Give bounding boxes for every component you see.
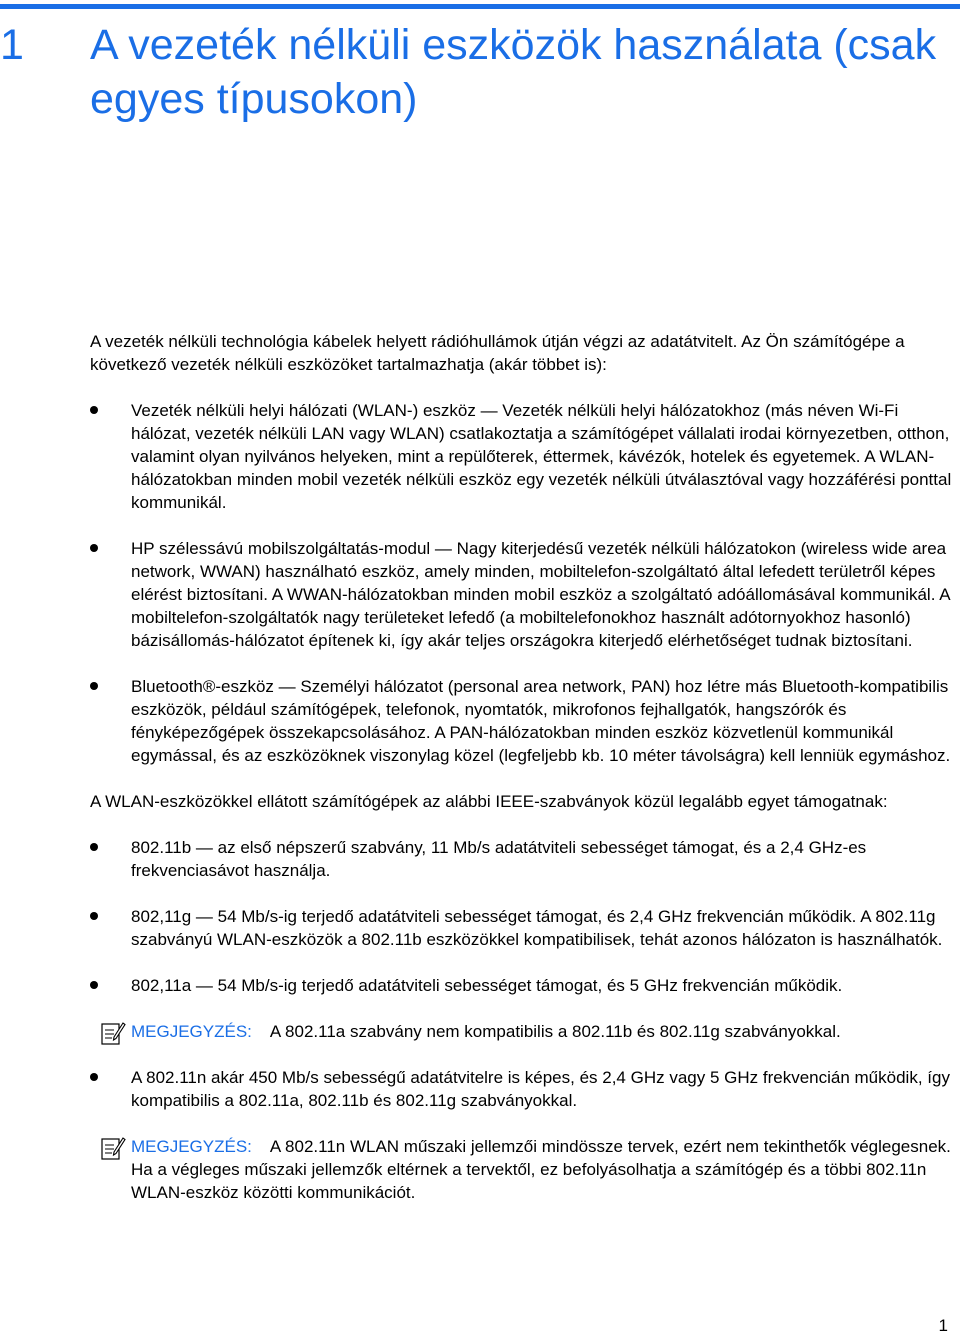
- chapter-number: 1: [0, 21, 24, 69]
- list-item-text: HP szélessávú mobilszolgáltatás-modul — Nagy kiterjedésű vezeték nélküli hálózatokon (wireless wide area network, WWAN) használható eszköz, amely minden, mobiltelefon-szolgáltató által lefedett területről képes elérést biztosítani. A WWAN-hálózatokban minden mobil eszköz a szolgáltató adóállomásával kommunikál. A mobiltelefon-szolgáltatók nagy területeket lefedő (a mobiltelefonokhoz használt adótornyokhoz hasonló) bázisállomás-hálózatot építenek ki, így akár teljes országokra kiterjedő elérhetőséget tudnak biztosítani.: [131, 539, 950, 650]
- note-pencil-icon: [100, 1020, 126, 1046]
- bullet-dot-icon: [90, 682, 98, 690]
- header-rule: [0, 4, 960, 9]
- bullet-dot-icon: [90, 912, 98, 920]
- standards-intro: A WLAN-eszközökkel ellátott számítógépek az alábbi IEEE-szabványok közül legalább egyet támogatnak:: [90, 792, 888, 811]
- note-pencil-icon: [100, 1135, 126, 1161]
- list-item-text: Vezeték nélküli helyi hálózati (WLAN-) eszköz — Vezeték nélküli helyi hálózatokhoz (más néven Wi-Fi hálózat, vezeték nélküli LAN vagy WLAN) csatlakoztatja a számítógépet vállalati irodai környezetben, otthon, valamint olyan nyilvános helyeken, mint a repülőterek, éttermek, kávézók, hotelek és egyetemek. A WLAN-hálózatokban minden mobil vezeték nélküli eszköz egy vezeték nélküli útválasztóval vagy hozzáférési ponttal kommunikál.: [131, 401, 952, 512]
- note-2: [90, 1135, 952, 1204]
- list-item-text: 802,11a — 54 Mb/s-ig terjedő adatátviteli sebességet támogat, és 5 GHz frekvencián működik.: [131, 976, 843, 995]
- bullet-dot-icon: [90, 843, 98, 851]
- bullet-dot-icon: [90, 981, 98, 989]
- note-text: A 802.11a szabvány nem kompatibilis a 802.11b és 802.11g szabványokkal.: [269, 1022, 841, 1041]
- list-item-text: Bluetooth®-eszköz — Személyi hálózatot (personal area network, PAN) hoz létre más Bluetooth-kompatibilis eszközök, például számítógépek, telefonok, nyomtatók, mikrofonos fejhallgatók, hangszórók és fényképezőgépek összekapcsolásához. A PAN-hálózatokban minden eszköz közvetlenül kommunikál egymással, és az eszközöknek viszonylag közel (legfeljebb kb. 10 méter távolságra) kell lenniük egymáshoz.: [131, 677, 951, 765]
- bullet-dot-icon: [90, 544, 98, 552]
- page-number: 1: [938, 1316, 948, 1335]
- note-text: A 802.11n WLAN műszaki jellemzői mindössze tervek, ezért nem tekinthetők véglegesnek. Ha a végleges műszaki jellemzők eltérnek a tervektől, ez befolyásolhatja a számítógép és a többi 802.11n WLAN-eszköz közötti kommunikációt.: [131, 1137, 951, 1202]
- note-label: MEGJEGYZÉS:: [131, 1137, 252, 1156]
- list-item: [90, 836, 952, 882]
- list-item-text: A 802.11n akár 450 Mb/s sebességű adatátvitelre is képes, és 2,4 GHz vagy 5 GHz frekvencián működik, így kompatibilis a 802.11a, 802.11b és 802.11g szabványokkal.: [131, 1068, 950, 1110]
- list-item: [90, 399, 952, 514]
- bullet-dot-icon: [90, 406, 98, 414]
- intro-paragraph: A vezeték nélküli technológia kábelek helyett rádióhullámok útján végzi az adatátvitelt. Az Ön számítógépe a következő vezeték nélküli eszközöket tartalmazhatja (akár többet is):: [90, 332, 905, 374]
- bullet-dot-icon: [90, 1073, 98, 1081]
- main-content: [90, 330, 952, 1227]
- list-item: [90, 905, 952, 951]
- list-item: [90, 675, 952, 767]
- standard-n-list: [90, 1066, 952, 1112]
- list-item: [90, 537, 952, 652]
- list-item: [90, 974, 952, 997]
- standards-list: [90, 836, 952, 997]
- list-item: [90, 1066, 952, 1112]
- list-item-text: 802.11b — az első népszerű szabvány, 11 Mb/s adatátviteli sebességet támogat, és a 2,4 GHz-es frekvenciasávot használja.: [131, 838, 867, 880]
- chapter-title: A vezeték nélküli eszközök használata (csak egyes típusokon): [90, 21, 937, 123]
- device-list: [90, 399, 952, 767]
- list-item-text: 802,11g — 54 Mb/s-ig terjedő adatátviteli sebességet támogat, és 2,4 GHz frekvencián működik. A 802.11g szabványú WLAN-eszközök a 802.11b eszközökkel kompatibilisek, tehát azonos hálózaton is használhatók.: [131, 907, 943, 949]
- note-label: MEGJEGYZÉS:: [131, 1022, 252, 1041]
- note-1: [90, 1020, 952, 1043]
